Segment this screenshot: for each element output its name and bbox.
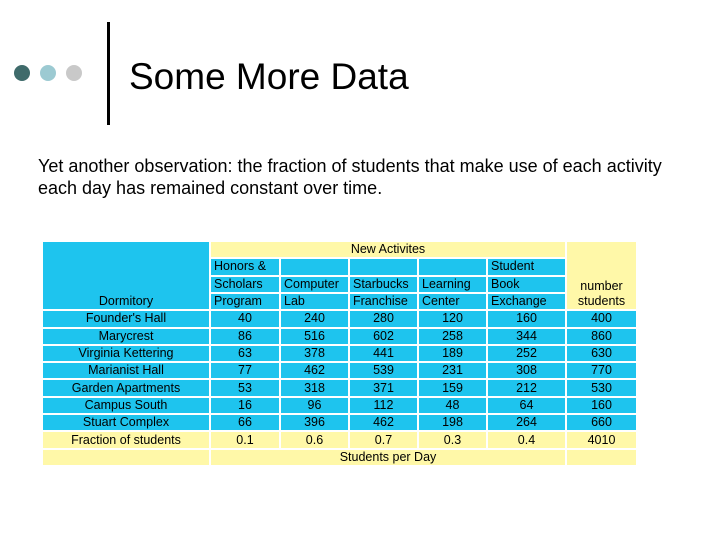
- activity-cell: 198: [418, 414, 487, 431]
- slide-title: Some More Data: [129, 56, 409, 97]
- fraction-cell: 0.7: [349, 431, 418, 448]
- dormitory-header: Dormitory: [98, 294, 154, 309]
- activity-cell: 240: [280, 310, 349, 327]
- activity-cell: 112: [349, 397, 418, 414]
- dormitory-name: Marycrest: [42, 328, 210, 345]
- activity-cell: 462: [280, 362, 349, 379]
- activity-cell: 252: [487, 345, 566, 362]
- number-students-header-cell: [566, 241, 637, 310]
- table-row: [42, 362, 637, 379]
- total-students-cell: 4010: [566, 431, 637, 448]
- dormitory-name: Founder's Hall: [42, 310, 210, 327]
- activity-cell: 258: [418, 328, 487, 345]
- number-students-cell: 400: [566, 310, 637, 327]
- col-header-line1: [280, 258, 349, 275]
- fraction-cell: 0.4: [487, 431, 566, 448]
- dormitory-header-cell: [42, 241, 210, 310]
- activity-cell: 86: [210, 328, 280, 345]
- table-body: [42, 310, 637, 431]
- activity-cell: 539: [349, 362, 418, 379]
- col-header-line2: Starbucks: [349, 276, 418, 293]
- dormitory-name: Marianist Hall: [42, 362, 210, 379]
- table-row: [42, 328, 637, 345]
- activity-cell: 516: [280, 328, 349, 345]
- dormitory-name: Campus South: [42, 397, 210, 414]
- table-row: [42, 414, 637, 431]
- activity-cell: 159: [418, 379, 487, 396]
- footer-spacer: [566, 449, 637, 466]
- activity-cell: 96: [280, 397, 349, 414]
- slide-body-text: Yet another observation: the fraction of students that make use of each activity each day has remained constant over time.: [38, 156, 662, 198]
- dormitory-name: Stuart Complex: [42, 414, 210, 431]
- activity-cell: 396: [280, 414, 349, 431]
- activity-cell: 16: [210, 397, 280, 414]
- col-header-line1: [418, 258, 487, 275]
- col-header-line3: Lab: [280, 293, 349, 310]
- col-header-line3: Exchange: [487, 293, 566, 310]
- activity-cell: 602: [349, 328, 418, 345]
- fraction-cell: 0.1: [210, 431, 280, 448]
- activity-cell: 120: [418, 310, 487, 327]
- title-divider: [107, 22, 110, 125]
- activity-cell: 371: [349, 379, 418, 396]
- activity-cell: 63: [210, 345, 280, 362]
- activity-cell: 344: [487, 328, 566, 345]
- col-header-line2: Computer: [280, 276, 349, 293]
- gray-dot-icon: [66, 65, 82, 81]
- activity-cell: 378: [280, 345, 349, 362]
- fraction-row-label: Fraction of students: [42, 431, 210, 448]
- activity-cell: 53: [210, 379, 280, 396]
- activity-cell: 48: [418, 397, 487, 414]
- fraction-cell: 0.6: [280, 431, 349, 448]
- fraction-cell: 0.3: [418, 431, 487, 448]
- col-header-line1: Honors &: [210, 258, 280, 275]
- activity-cell: 66: [210, 414, 280, 431]
- number-students-header: number: [580, 279, 623, 294]
- table-row: [42, 310, 637, 327]
- col-header-line3: Franchise: [349, 293, 418, 310]
- activity-cell: 462: [349, 414, 418, 431]
- teal-dot-icon: [40, 65, 56, 81]
- number-students-cell: 630: [566, 345, 637, 362]
- activity-cell: 160: [487, 310, 566, 327]
- number-students-header: students: [577, 294, 626, 309]
- dormitory-name: Garden Apartments: [42, 379, 210, 396]
- activity-cell: 231: [418, 362, 487, 379]
- activity-cell: 212: [487, 379, 566, 396]
- col-header-line1: [349, 258, 418, 275]
- dark-dot-icon: [14, 65, 30, 81]
- number-students-cell: 530: [566, 379, 637, 396]
- activity-cell: 441: [349, 345, 418, 362]
- dormitory-name: Virginia Kettering: [42, 345, 210, 362]
- table-row: [42, 379, 637, 396]
- students-per-day-table: [41, 240, 638, 467]
- students-per-day-footer: Students per Day: [210, 449, 566, 466]
- number-students-cell: 160: [566, 397, 637, 414]
- activity-cell: 264: [487, 414, 566, 431]
- number-students-cell: 770: [566, 362, 637, 379]
- activity-cell: 308: [487, 362, 566, 379]
- new-activities-header: New Activites: [210, 241, 566, 258]
- activity-cell: 64: [487, 397, 566, 414]
- number-students-cell: 860: [566, 328, 637, 345]
- col-header-line2: Learning: [418, 276, 487, 293]
- col-header-line2: Scholars: [210, 276, 280, 293]
- col-header-line1: Student: [487, 258, 566, 275]
- activity-cell: 318: [280, 379, 349, 396]
- activity-cell: 77: [210, 362, 280, 379]
- col-header-line3: Program: [210, 293, 280, 310]
- activity-cell: 280: [349, 310, 418, 327]
- col-header-line2: Book: [487, 276, 566, 293]
- table-row: [42, 397, 637, 414]
- col-header-line3: Center: [418, 293, 487, 310]
- table-row: [42, 345, 637, 362]
- footer-spacer: [42, 449, 210, 466]
- activity-cell: 40: [210, 310, 280, 327]
- activity-cell: 189: [418, 345, 487, 362]
- number-students-cell: 660: [566, 414, 637, 431]
